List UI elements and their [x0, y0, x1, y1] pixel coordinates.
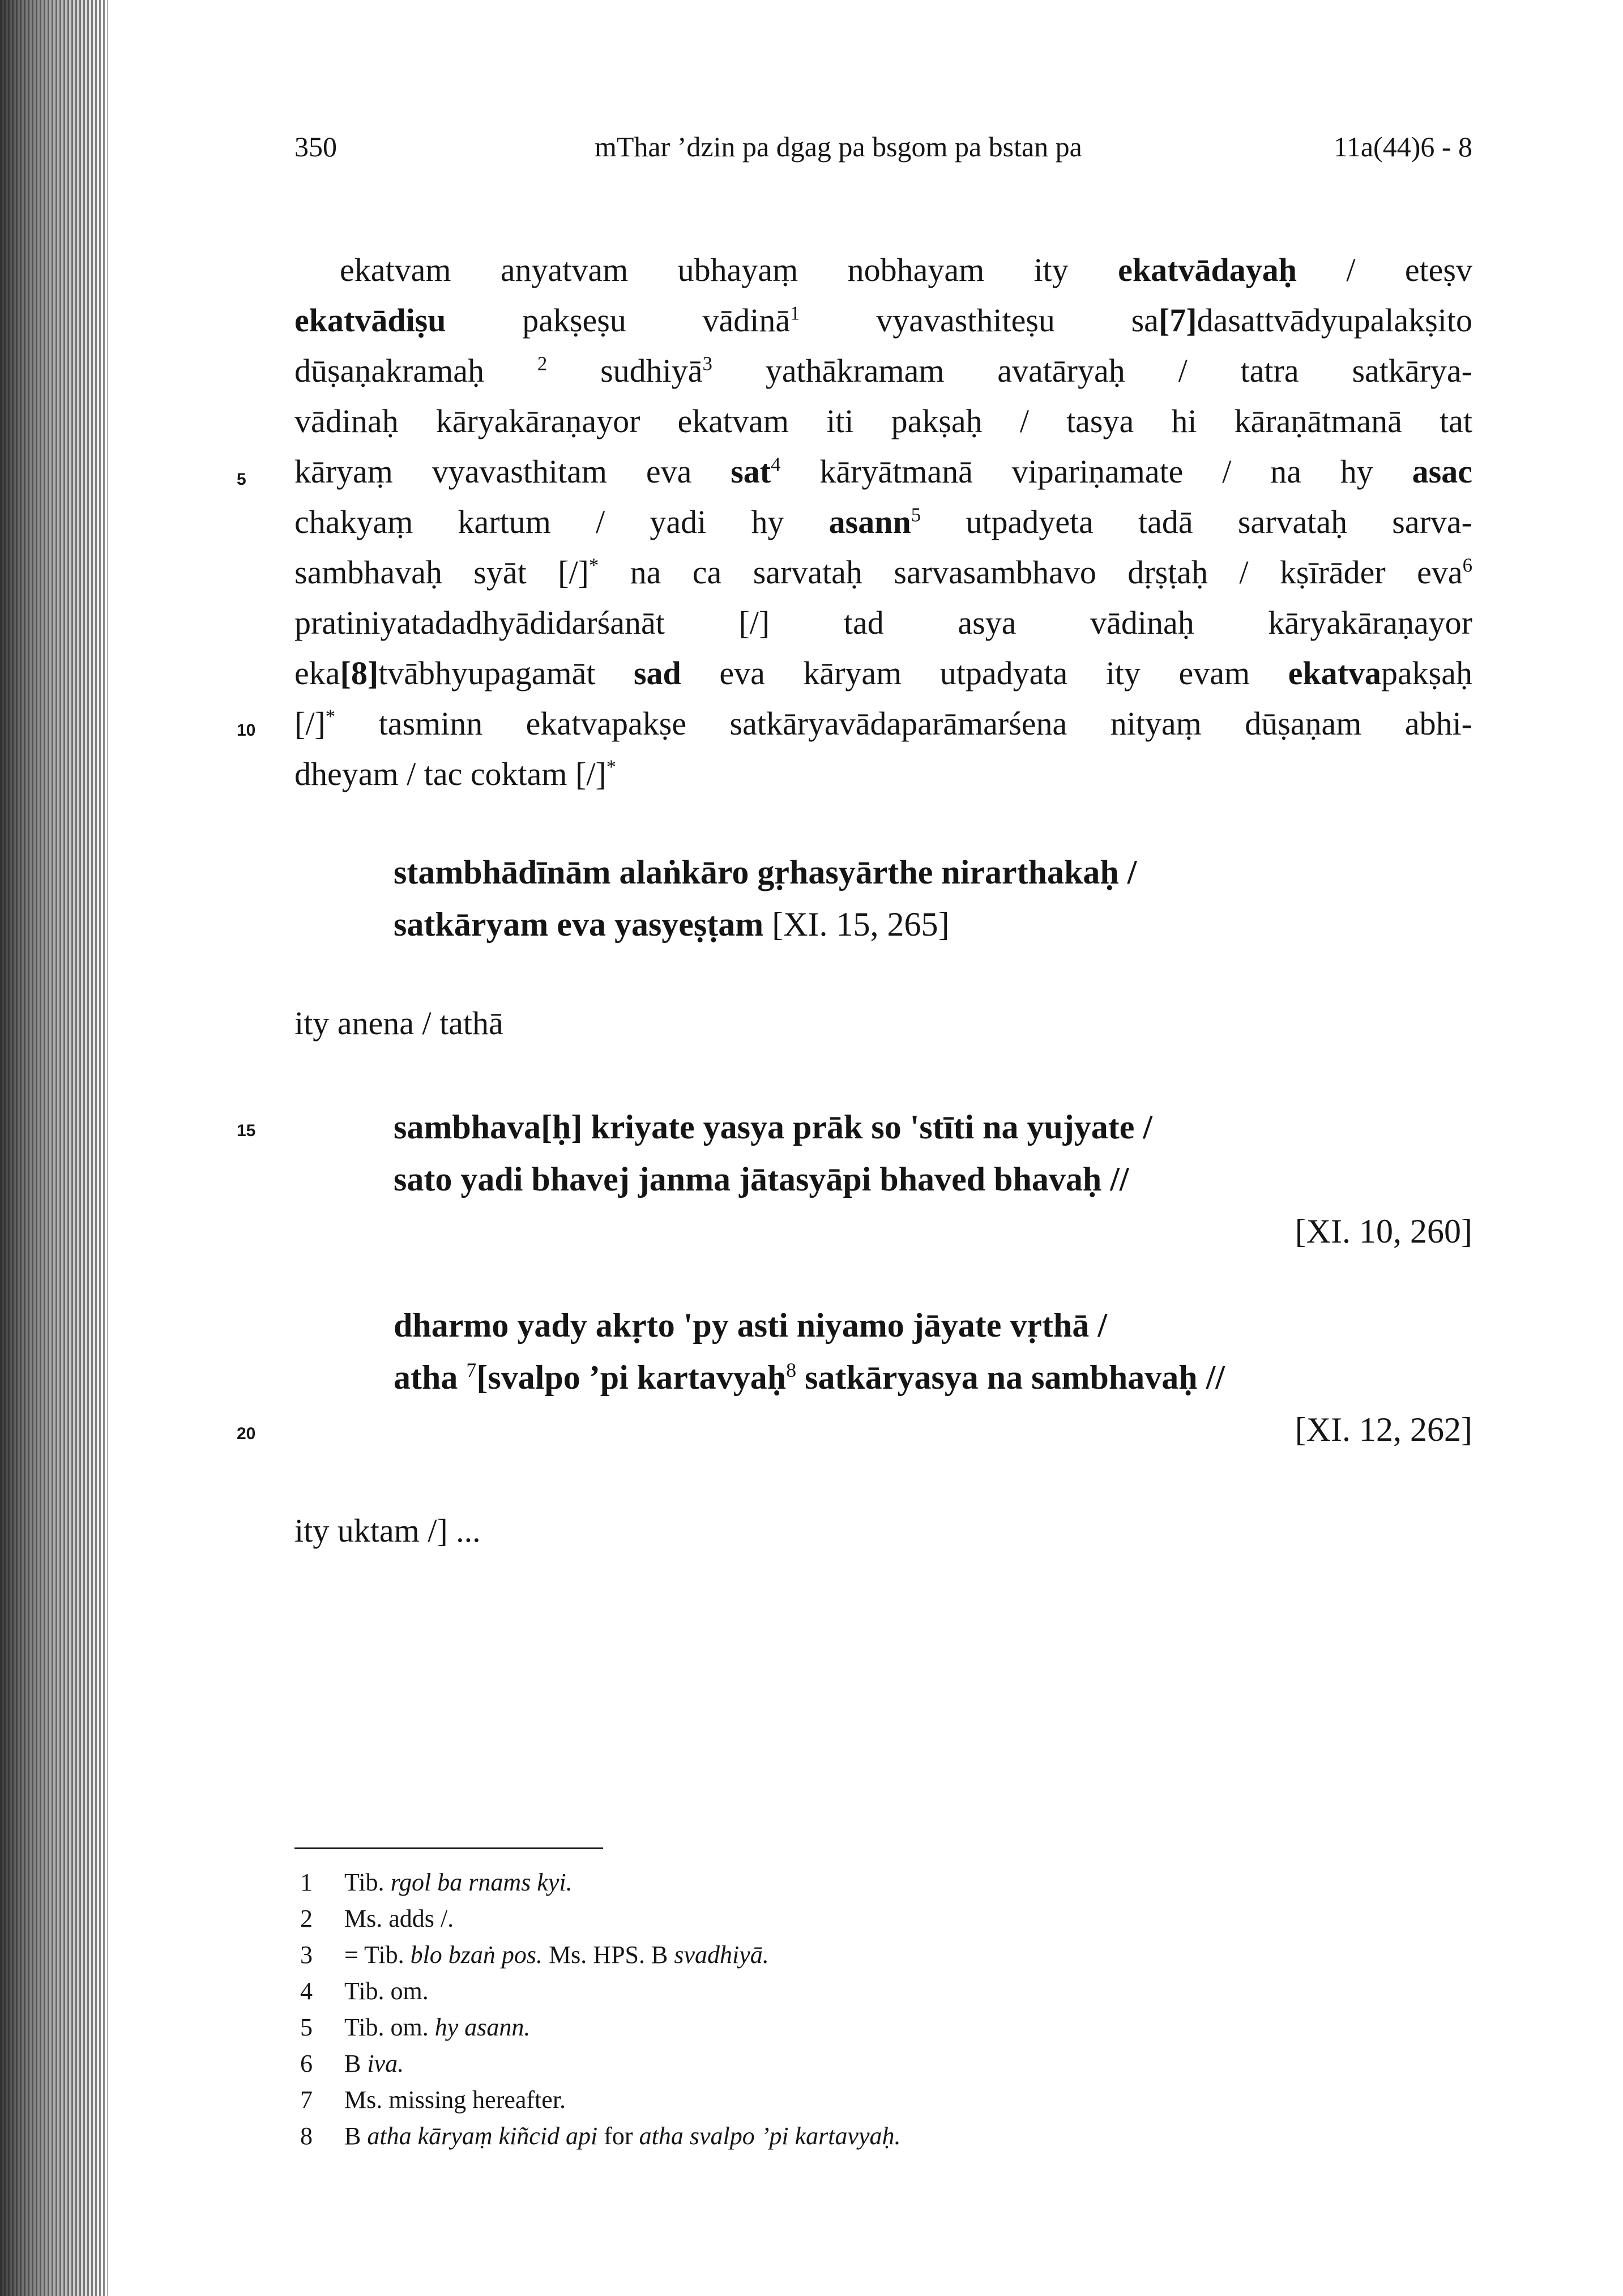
binding-shadow	[0, 0, 108, 2296]
footnote-number: 8	[300, 2122, 313, 2150]
text-line: eka[8]tvābhyupagamāt sad eva kāryam utpadyata ity evam ekatvapakṣaḥ	[294, 655, 1472, 692]
line-number-5: 5	[237, 470, 246, 489]
line-number-15: 15	[237, 1121, 256, 1140]
text-line: chakyaṃ kartum / yadi hy asann$^5$ utpadyeta tadā sarvataḥ sarva-	[294, 503, 1472, 540]
footnote-text: Ms. missing hereafter.	[344, 2086, 566, 2114]
text-line: dheyam / tac coktam [/]*	[294, 756, 617, 792]
footnote-text: rgol ba rnams kyi.	[390, 1868, 573, 1896]
footnote-5	[294, 2009, 1472, 2046]
footnote-number: 3	[300, 1941, 313, 1969]
folio-reference: 11a(44)6 - 8	[1333, 131, 1472, 163]
line-number-20: 20	[237, 1424, 256, 1443]
footnote-text: iva.	[367, 2050, 404, 2077]
page-header	[294, 130, 1472, 176]
footnote-text: Ms. HPS. B	[543, 1941, 674, 1969]
footnote-text: Tib. om.	[344, 1977, 429, 2005]
footnotes	[294, 1864, 1472, 2154]
verse-line: satkāryam eva yasyeṣṭam [XI. 15, 265]	[394, 906, 950, 943]
verse-line: sambhava[ḥ] kriyate yasya prāk so 'stīti na yujyate /	[394, 1108, 1153, 1146]
footnote-6	[294, 2046, 1472, 2082]
text-line-ity-uktam: ity uktam /] ...	[294, 1512, 481, 1549]
text-line: vādinaḥ kāryakāraṇayor ekatvam iti pakṣaḥ / tasya hi kāraṇātmanā tat	[294, 403, 1472, 439]
footnote-number: 2	[300, 1905, 313, 1932]
verse-line: stambhādīnām alaṅkāro gṛhasyārthe nirarthakaḥ /	[394, 853, 1137, 891]
text-line: sambhavaḥ syāt [/]* na ca sarvataḥ sarvasambhavo dṛṣṭaḥ / kṣīrāder eva$^6$	[294, 554, 1472, 591]
verse-block-1	[394, 846, 1472, 950]
text-line: ekatvādiṣu pakṣeṣu vādinā$^1$ vyavasthiteṣu sa[7]dasattvādyupalakṣito	[294, 302, 1473, 339]
footnote-text: B	[344, 2050, 368, 2077]
footnote-text: Tib.	[344, 1868, 391, 1896]
verse-citation: [XI. 10, 260]	[1295, 1213, 1472, 1250]
text-line: pratiniyatadadhyādidarśanāt [/] tad asya vādinaḥ kāryakāraṇayor	[294, 604, 1472, 641]
main-paragraph	[294, 245, 1472, 799]
footnote-4	[294, 1973, 1472, 2009]
text-line: [/]* tasminn ekatvapakṣe satkāryavādaparāmarśena nityaṃ dūṣaṇam abhi-	[294, 705, 1472, 742]
footnote-number: 5	[300, 2013, 313, 2041]
footnote-8	[294, 2118, 1472, 2154]
footnote-text: for	[597, 2122, 639, 2150]
verse-citation: [XI. 12, 262]	[1295, 1411, 1472, 1448]
footnote-text: atha kāryaṃ kiñcid api	[367, 2122, 598, 2150]
footnote-number: 6	[300, 2050, 313, 2077]
page-number: 350	[294, 131, 337, 163]
footnote-number: 7	[300, 2086, 313, 2114]
footnote-1	[294, 1864, 1472, 1901]
footnote-text: svadhiyā.	[674, 1941, 769, 1969]
text-line: dūṣaṇakramaḥ $^2$ sudhiyā$^3$ yathākramam avatāryaḥ / tatra satkārya-	[294, 352, 1472, 389]
text-line: kāryaṃ vyavasthitam eva sat$^4$ kāryātmanā vipariṇamate / na hy asac	[294, 453, 1472, 490]
verse-block-2	[394, 1101, 1472, 1257]
footnote-text: Tib. om.	[344, 2013, 435, 2041]
footnote-number: 1	[300, 1868, 313, 1896]
footnote-2	[294, 1901, 1472, 1937]
verse-line: atha $^7$[svalpo ’pi kartavyaḥ$^8$ satkāryasya na sambhavaḥ //	[394, 1359, 1225, 1396]
footnote-text: Ms. adds /.	[344, 1905, 454, 1932]
footnote-text: atha svalpo ’pi kartavyaḥ.	[639, 2122, 901, 2150]
text-line-ity-anena: ity anena / tathā	[294, 1005, 503, 1042]
footnote-3	[294, 1937, 1472, 1973]
footnote-rule	[294, 1847, 603, 1849]
verse-line: sato yadi bhavej janma jātasyāpi bhaved bhavaḥ //	[394, 1160, 1129, 1198]
verse-block-3	[394, 1299, 1472, 1456]
footnote-text: hy asann.	[434, 2013, 531, 2041]
footnote-text: B	[344, 2122, 368, 2150]
verse-line: dharmo yady akṛto 'py asti niyamo jāyate vṛthā /	[394, 1307, 1107, 1344]
text-line: ekatvam anyatvam ubhayaṃ nobhayam ity ekatvādayaḥ / eteṣv	[340, 251, 1472, 288]
footnote-number: 4	[300, 1977, 313, 2005]
running-title: mThar ’dzin pa dgag pa bsgom pa bstan pa	[595, 131, 1082, 163]
footnote-text: blo bzaṅ pos.	[410, 1941, 543, 1969]
line-number-10: 10	[237, 721, 256, 740]
footnote-text: = Tib.	[344, 1941, 411, 1969]
footnote-7	[294, 2082, 1472, 2118]
